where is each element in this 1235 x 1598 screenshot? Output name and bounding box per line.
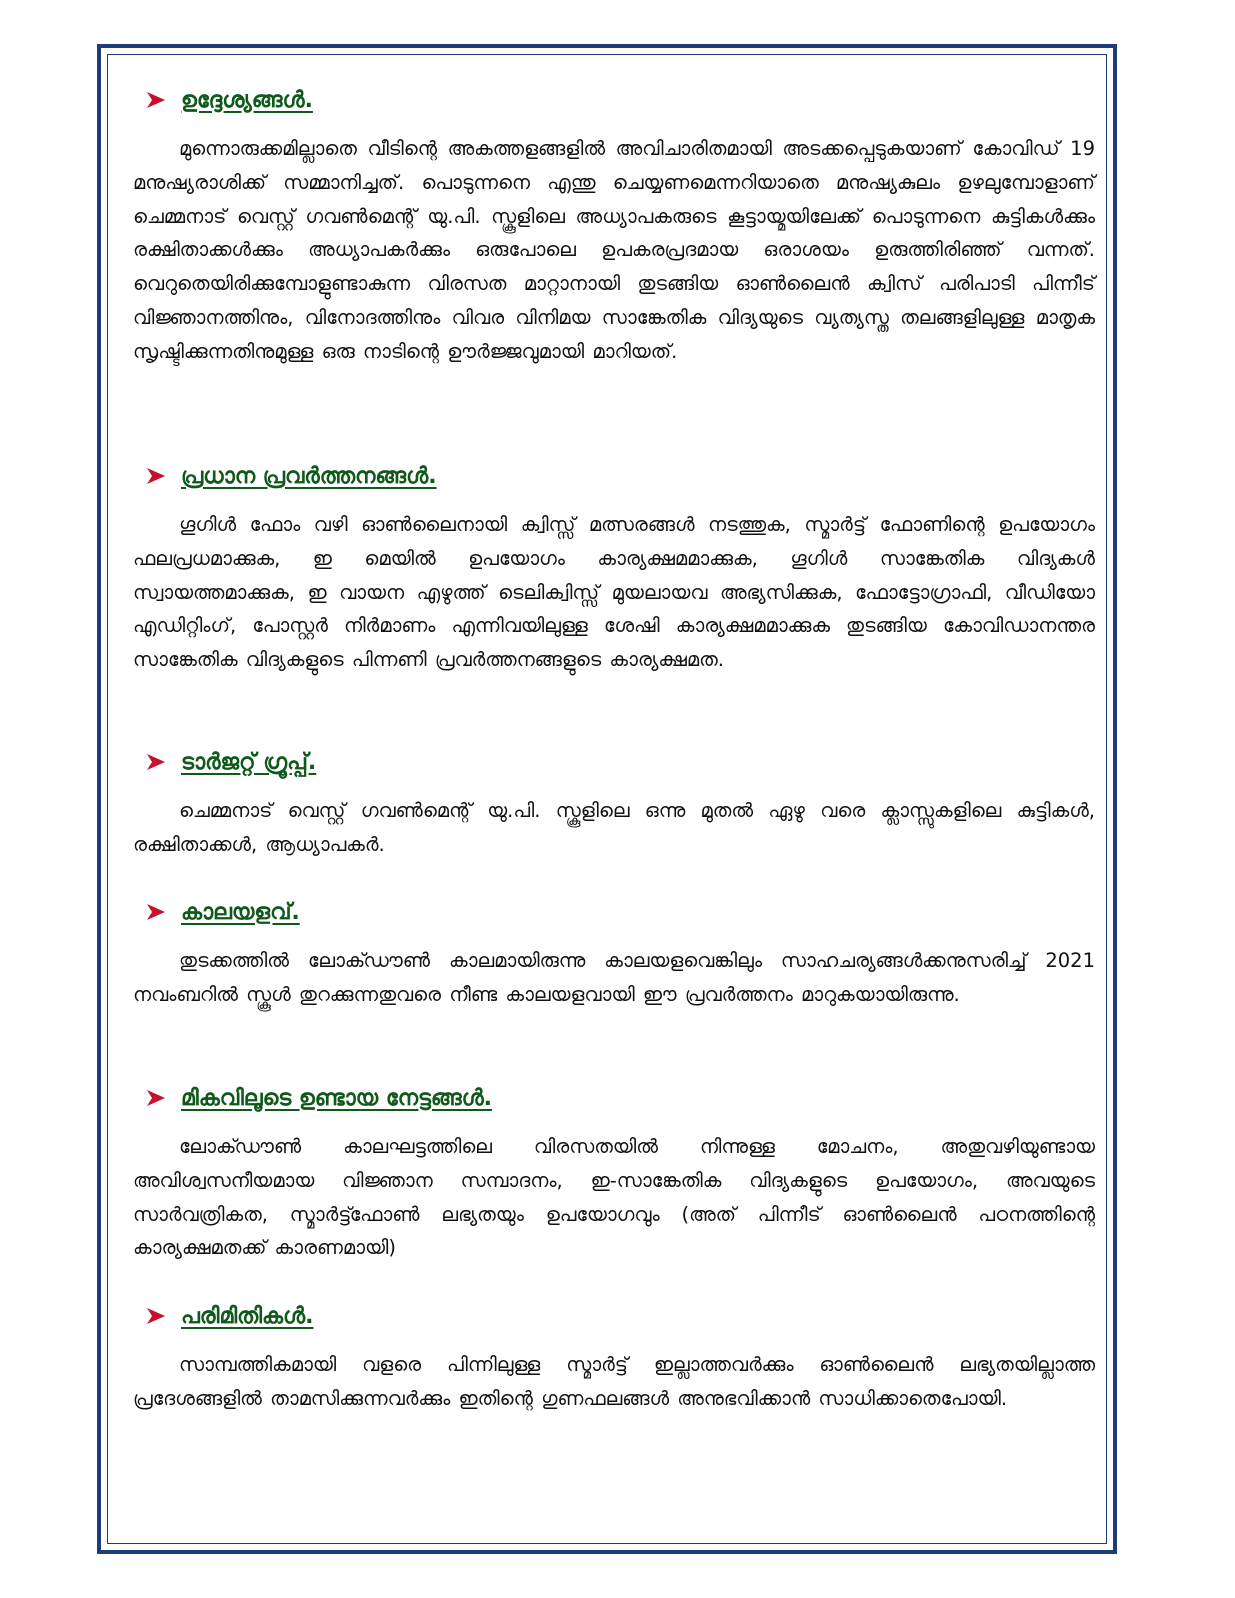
arrow-right-icon [145,1305,167,1327]
section-achievements [133,1076,1095,1294]
heading-main-activities: പ്രധാന പ്രവർത്തനങ്ങൾ. [181,463,437,489]
arrow-right-icon [145,751,167,773]
paragraph-limitations: സാമ്പത്തികമായി വളരെ പിന്നിലുള്ള സ്മാർട്ട് ഇല്ലാത്തവർക്കും ഓൺലൈൻ ലഭ്യതയില്ലാത്ത പ്രദേശങ്ങളിൽ താമസിക്കുന്നവർക്കും ഇതിന്റെ ഗുണഫലങ്ങൾ അനുഭവിക്കാൻ സാധിക്കാതെപോയി. [133,1353,1095,1410]
paragraph-objectives: മുന്നൊരുക്കമില്ലാതെ വീടിന്റെ അകത്തളങ്ങളിൽ അവിചാരിതമായി അടക്കപ്പെടുകയാണ് കോവിഡ് 19 മനുഷ്യരാശിക്ക് സമ്മാനിച്ചത്. പൊടുന്നനെ എന്തു ചെയ്യണമെന്നറിയാതെ മനുഷ്യകുലം ഉഴലുമ്പോളാണ് ചെമ്മനാട് വെസ്റ്റ് ഗവൺമെന്റ് യു.പി. സ്കൂളിലെ അധ്യാപകരുടെ കൂട്ടായ്മയിലേക്ക് പൊടുന്നനെ കുട്ടികൾക്കും രക്ഷിതാക്കൾക്കും അധ്യാപകർക്കും ഒരുപോലെ ഉപകരപ്രദമായ ഒരാശയം ഉരുത്തിരിഞ്ഞ് വന്നത്. വെറുതെയിരിക്കുമ്പോളുണ്ടാകുന്ന വിരസത മാറ്റാനായി തുടങ്ങിയ ഓൺലൈൻ ക്വിസ് പരിപാടി പിന്നീട് വിജ്ഞാനത്തിനും, വിനോദത്തിനും വിവര വിനിമയ സാങ്കേതിക വിദ്യയുടെ വ്യത്യസ്ത തലങ്ങളിലുള്ള മാതൃക സൃഷ്ടിക്കുന്നതിനുമുള്ള ഒരു നാടിന്റെ ഊർജ്ജവുമായി മാറിയത്. [133,137,1095,363]
section-heading [145,1076,1095,1120]
heading-objectives: ഉദ്ദേശ്യങ്ങൾ. [181,87,313,113]
section-heading [145,454,1095,498]
arrow-right-icon [145,901,167,923]
heading-target-group: ടാർജറ്റ് ഗ്രൂപ്പ്. [181,749,317,775]
section-limitations [133,1294,1095,1416]
paragraph-target-group: ചെമ്മനാട് വെസ്റ്റ് ഗവൺമെന്റ് യു.പി. സ്കൂളിലെ ഒന്നു മുതൽ ഏഴു വരെ ക്ലാസ്സുകളിലെ കുട്ടികൾ, രക്ഷിതാക്കൾ, ആധ്യാപകർ. [133,799,1095,856]
paragraph-duration: തുടക്കത്തിൽ ലോക്ഡൗൺ കാലമായിരുന്നു കാലയളവെങ്കിലും സാഹചര്യങ്ങൾക്കനുസരിച്ച് 2021 നവംബറിൽ സ്കൂൾ തുറക്കുന്നതുവരെ നീണ്ട കാലയളവായി ഈ പ്രവർത്തനം മാറുകയായിരുന്നു. [133,949,1095,1006]
paragraph-achievements: ലോക്ഡൗൺ കാലഘട്ടത്തിലെ വിരസതയിൽ നിന്നുള്ള മോചനം, അതുവഴിയുണ്ടായ അവിശ്വസനീയമായ വിജ്ഞാന സമ്പാദനം, ഇ-സാങ്കേതിക വിദ്യകളുടെ ഉപയോഗം, അവയുടെ സാർവത്രികത, സ്മാർട്ട്ഫോൺ ലഭ്യതയും ഉപയോഗവും (അത് പിന്നീട് ഓൺലൈൻ പഠനത്തിന്റെ കാര്യക്ഷമതക്ക് കാരണമായി) [133,1135,1095,1260]
arrow-right-icon [145,89,167,111]
arrow-right-icon [145,1087,167,1109]
document-content [133,78,1095,1416]
heading-achievements: മികവിലൂടെ ഉണ്ടായ നേട്ടങ്ങൾ. [181,1085,493,1111]
section-main-activities [133,454,1095,740]
section-target-group [133,740,1095,890]
heading-limitations: പരിമിതികൾ. [181,1303,314,1329]
section-heading [145,740,1095,784]
paragraph-main-activities: ഗൂഗിൾ ഫോം വഴി ഓൺലൈനായി ക്വിസ്സ് മത്സരങ്ങൾ നടത്തുക, സ്മാർട്ട് ഫോണിന്റെ ഉപയോഗം ഫലപ്രധമാക്കുക, ഇ മെയിൽ ഉപയോഗം കാര്യക്ഷമമാക്കുക, ഗൂഗിൾ സാങ്കേതിക വിദ്യകൾ സ്വായത്തമാക്കുക, ഇ വായന എഴുത്ത് ടെലിക്വിസ്സ് മുയലായവ അഭ്യസിക്കുക, ഫോട്ടോഗ്രാഫി, വീഡിയോ എഡിറ്റിംഗ്, പോസ്റ്റർ നിർമാണം എന്നിവയിലുള്ള ശേഷി കാര്യക്ഷമമാക്കുക തുടങ്ങിയ കോവിഡാനന്തര സാങ്കേതിക വിദ്യകളുടെ പിന്നണി പ്രവർത്തനങ്ങളുടെ കാര്യക്ഷമത. [133,513,1095,672]
heading-duration: കാലയളവ്. [181,899,300,925]
section-heading [145,890,1095,934]
arrow-right-icon [145,465,167,487]
section-heading [145,78,1095,122]
section-objectives [133,78,1095,454]
section-heading [145,1294,1095,1338]
section-duration [133,890,1095,1076]
